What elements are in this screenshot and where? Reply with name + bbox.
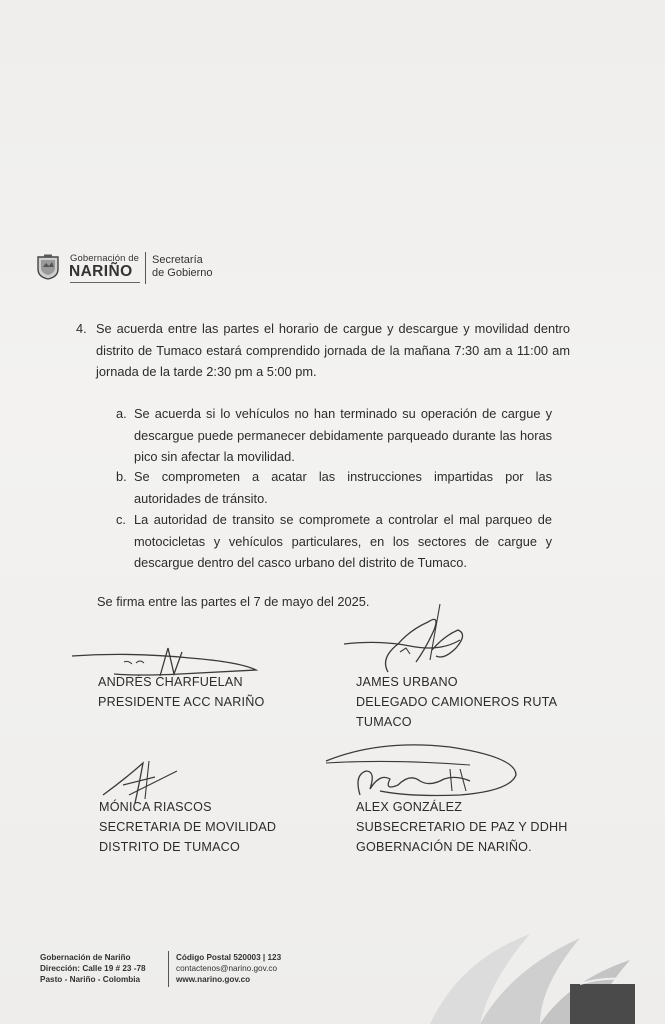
sub-item-b-label: b.	[116, 469, 127, 484]
logo-name-big: NARIÑO	[69, 263, 133, 280]
signatory-2-role-2: TUMACO	[356, 715, 412, 729]
signatory-4-name: ALEX GONZÁLEZ	[356, 800, 463, 814]
coat-of-arms-icon	[36, 254, 60, 280]
logo-name-small: Gobernación de	[70, 253, 140, 264]
header-divider	[145, 252, 146, 284]
footer-right-1: Código Postal 520003 | 123	[176, 953, 282, 962]
signatory-1-role: PRESIDENTE ACC NARIÑO	[98, 695, 265, 709]
footer-left-3: Pasto - Nariño - Colombia	[40, 975, 141, 984]
item-4-number: 4.	[76, 321, 87, 336]
logo-underline	[70, 282, 140, 283]
footer-left-1: Gobernación de Nariño	[40, 953, 131, 962]
sub-item-c-label: c.	[116, 512, 126, 527]
footer-email-link[interactable]: contactenos@narino.gov.co	[176, 964, 278, 973]
sub-item-b-text: Se comprometen a acatar las instrucciones impartidas por las autoridades de tránsito.	[134, 469, 552, 506]
footer-wave-graphic	[420, 920, 665, 1024]
secretaria-line-1: Secretaría	[152, 254, 203, 266]
signatory-3-role-1: SECRETARIA DE MOVILIDAD	[99, 820, 277, 834]
signatory-2-name: JAMES URBANO	[356, 675, 458, 689]
signatory-1-name: ANDRÉS CHARFUELAN	[98, 675, 243, 689]
footer-divider	[168, 951, 169, 987]
sub-item-c-text: La autoridad de transito se compromete a controlar el mal parqueo de motocicletas y vehículos particulares, en los sectores de cargue y descargue dentro del casco urbano del distrito de Tumaco.	[134, 512, 552, 570]
item-4-text: Se acuerda entre las partes el horario de cargue y descargue y movilidad dentro distrito de Tumaco estará comprendido jornada de la mañana 7:30 am a 11:00 am jornada de la tarde 2:30 pm a 5:00 pm.	[96, 321, 570, 379]
secretaria-line-2: de Gobierno	[152, 267, 213, 279]
signatory-3-role-2: DISTRITO DE TUMACO	[99, 840, 240, 854]
signatory-4-role-2: GOBERNACIÓN DE NARIÑO.	[356, 840, 532, 854]
footer-website-link[interactable]: www.narino.gov.co	[176, 975, 251, 984]
signatory-2-role-1: DELEGADO CAMIONEROS RUTA	[356, 695, 558, 709]
closing-statement: Se firma entre las partes el 7 de mayo del 2025.	[97, 594, 370, 609]
footer-left-2: Dirección: Calle 19 # 23 -78	[40, 964, 146, 973]
sub-item-a-label: a.	[116, 406, 127, 421]
signatory-4-role-1: SUBSECRETARIO DE PAZ Y DDHH	[356, 820, 568, 834]
signatory-3-name: MÓNICA RIASCOS	[99, 800, 212, 814]
sub-item-a-text: Se acuerda si lo vehículos no han terminado su operación de cargue y descargue puede permanecer debidamente parqueado durante las horas pico sin afectar la movilidad.	[134, 406, 552, 464]
